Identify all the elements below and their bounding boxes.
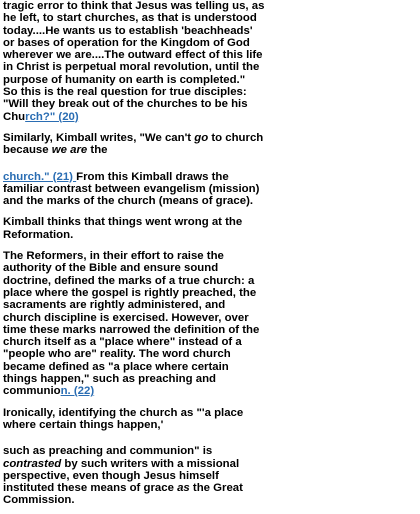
- footnote-link[interactable]: n. (22): [60, 385, 95, 398]
- text-segment: wherever we are....The outward effect of this life: [3, 49, 263, 62]
- text-segment: church itself as a "place where" instead of a: [3, 336, 242, 349]
- text-line: [3, 171, 243, 183]
- text-segment: Ironically, identifying the church as "'a place: [3, 406, 244, 419]
- text-line: [3, 0, 265, 12]
- footnote-link[interactable]: church." (21): [3, 170, 77, 183]
- text-line: [3, 73, 246, 86]
- text-segment: authority of the Bible and ensure sound: [3, 262, 219, 275]
- paragraph: [3, 0, 265, 123]
- emphasis-text: contrasted: [3, 457, 62, 470]
- paragraph-gap: [3, 431, 243, 445]
- text-line: [3, 36, 250, 49]
- text-segment: or bases of operation for the Kingdom of God: [3, 36, 250, 49]
- text-segment: doctrine, defined the marks of a true church: a: [3, 274, 255, 287]
- text-segment: purpose of humanity on earth is completed.": [3, 73, 246, 86]
- text-segment: Commission.: [3, 494, 75, 507]
- text-segment: Chu: [3, 110, 26, 123]
- paragraph-gap: [3, 398, 243, 407]
- text-line: [3, 407, 243, 419]
- text-line: [3, 182, 260, 195]
- paragraph: [3, 407, 243, 432]
- paragraph: [3, 445, 243, 506]
- article-body: [3, 0, 265, 507]
- text-line: [3, 49, 263, 62]
- text-segment: perspective, even though Jesus himself: [3, 469, 219, 482]
- paragraph-gap: [3, 157, 243, 171]
- text-line: [3, 250, 243, 262]
- text-line: [3, 458, 243, 470]
- text-line: [3, 274, 255, 287]
- text-line: [3, 131, 264, 144]
- text-segment: place where the gospel is rightly preached, the: [3, 286, 257, 299]
- paragraph-gap: [3, 207, 243, 216]
- text-segment: Similarly, Kimball writes, "We can't: [3, 131, 195, 144]
- text-line: [3, 361, 243, 373]
- text-segment: became defined as "a place where certain: [3, 360, 229, 373]
- text-segment: time these marks narrowed the definition of the: [3, 323, 260, 336]
- text-line: [3, 445, 243, 457]
- text-segment: by such writers with a missional: [61, 457, 240, 470]
- text-segment: instituted these means of grace: [3, 482, 178, 495]
- text-line: [3, 385, 243, 397]
- text-segment: because: [3, 144, 52, 157]
- text-segment: tragic error to think that Jesus was telling us, as: [3, 0, 265, 12]
- text-line: [3, 299, 243, 311]
- text-segment: the Great: [189, 482, 243, 495]
- text-line: [3, 286, 257, 299]
- text-segment: to church: [208, 131, 264, 144]
- text-line: [3, 216, 243, 228]
- text-line: [3, 144, 243, 156]
- text-line: [3, 494, 243, 506]
- text-line: [3, 323, 260, 336]
- text-line: [3, 419, 243, 431]
- paragraph-gap: [3, 123, 243, 132]
- text-segment: Reformation.: [3, 228, 74, 241]
- text-segment: communio: [3, 385, 61, 398]
- text-segment: From this Kimball draws the: [76, 170, 229, 183]
- text-line: [3, 195, 254, 208]
- text-segment: The Reformers, in their effort to raise the: [3, 250, 224, 263]
- text-segment: he left, to start churches, as that is understood: [3, 12, 257, 25]
- text-segment: "Will they break out of the churches to be his: [3, 98, 248, 111]
- text-segment: Kimball thinks that things went wrong at the: [3, 216, 243, 229]
- text-line: [3, 61, 260, 74]
- text-line: [3, 98, 248, 111]
- emphasis-text: we are: [51, 144, 88, 157]
- paragraph: [3, 250, 260, 398]
- paragraph: [3, 216, 243, 241]
- text-line: [3, 12, 257, 25]
- text-line: [3, 111, 243, 123]
- text-line: [3, 373, 243, 385]
- paragraph: [3, 170, 260, 208]
- text-segment: and the marks of the church (means of grace).: [3, 195, 254, 208]
- text-segment: church discipline is exercised. However, over: [3, 311, 249, 324]
- paragraph: [3, 131, 264, 157]
- footnote-link[interactable]: rch?" (20): [25, 110, 79, 123]
- text-segment: So this is the real question for true disciples:: [3, 86, 247, 99]
- text-line: [3, 336, 243, 348]
- text-line: [3, 348, 243, 360]
- text-segment: in Christ is perpetual moral revolution, until the: [3, 61, 260, 74]
- text-line: [3, 262, 243, 274]
- text-segment: where certain things happen,': [3, 418, 164, 431]
- text-line: [3, 482, 243, 494]
- text-segment: sacraments are rightly administered, and: [3, 299, 226, 312]
- text-line: [3, 24, 253, 37]
- text-segment: "people who are" reality. The word church: [3, 348, 231, 361]
- text-segment: the: [87, 144, 108, 157]
- text-segment: such as preaching and communion" is: [3, 445, 213, 458]
- emphasis-text: go: [194, 131, 209, 144]
- text-segment: today....He wants us to establish 'beachheads': [3, 24, 253, 37]
- text-line: [3, 229, 243, 241]
- text-segment: familiar contrast between evangelism (mission): [3, 182, 260, 195]
- paragraph-gap: [3, 241, 243, 250]
- text-line: [3, 470, 243, 482]
- text-segment: things happen," such as preaching and: [3, 373, 216, 386]
- emphasis-text: as: [177, 482, 190, 495]
- text-line: [3, 86, 247, 99]
- text-line: [3, 311, 249, 324]
